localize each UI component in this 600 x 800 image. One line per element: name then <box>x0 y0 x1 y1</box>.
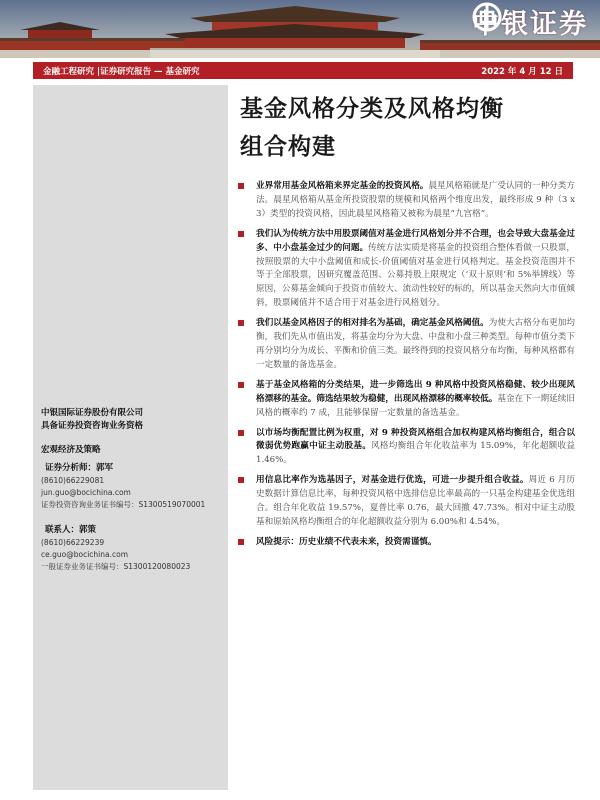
analyst-cert: 证券投资咨询业务证书编号：S1300519070001 <box>41 500 206 509</box>
analyst-phone: (8610)66229081 <box>41 476 105 485</box>
bullet-item <box>238 379 575 421</box>
bullet-text: 传统方法实质是将基金的投资组合整体看做一只股票，按照股票的大中小盘阈值和成长-价值阈值对基金进行风格判定。基金投资范围并不等于全部股票，因研究覆盖范围、公募持股上限规定（‘双十原则’和 5%举牌线）等原因，公募基金倾向于投资市值较大、流动性较好的标的，所以基金天然向大市值倾斜，股票阈值并不适合用于对基金进行风格划分。 <box>256 242 575 309</box>
report-title <box>240 90 580 166</box>
bullet-heading: 以市场均衡配置比例为权重，对 9 种投资风格组合加权构建风格均衡组合，组合以微弱优势跑赢中证主动股基。 <box>256 427 575 452</box>
bullet-text: 风格均衡组合年化收益率为 15.09%，年化超额收益 1.46%。 <box>256 441 575 466</box>
bullet-item <box>238 474 575 530</box>
breadcrumb: 金融工程研究 |证券研究报告 — 基金研究 <box>43 66 200 77</box>
boc-logo-icon <box>472 2 502 32</box>
analyst-name: 证券分析师：郭军 <box>45 463 114 473</box>
bullet-item <box>238 228 575 311</box>
bullet-text: 晨星风格箱就是广受认同的一种分类方法。晨星风格箱从基金所投资股票的规模和风格两个维度出发，最终形成 9 种（3 x 3）类型的投资风格，因此晨星风格箱又被称为晨星“九宫格”。 <box>256 181 575 219</box>
bullet-heading: 基于基金风格箱的分类结果，进一步筛选出 9 种风格中投资风格稳健、较少出现风格漂移的基金。筛选结果较为稳健，出现风格漂移的概率较低。 <box>256 379 575 404</box>
bullet-text: 为使大古格分布更加均衡，我们先从市值出发，将基金均分为大盘、中盘和小盘三种类型。每种市值分类下再分别均分为成长、平衡和价值三类。最终得到的投资风格分布均衡，每种风格都有一定数量的备选基金。 <box>256 318 575 370</box>
contact-email: ce.guo@bocichina.com <box>41 550 128 559</box>
summary-bullets <box>238 180 575 556</box>
bullet-heading: 用信息比率作为选基因子，对基金进行优选，可进一步提升组合收益。 <box>256 475 529 486</box>
contact-name: 联系人：郭策 <box>45 525 97 535</box>
contact-phone: (8610)66229239 <box>41 538 105 547</box>
bullet-item <box>238 180 575 222</box>
bullet-heading: 业界常用基金风格箱来界定基金的投资风格。 <box>256 181 429 191</box>
bullet-square-icon <box>238 430 244 436</box>
title-line-1: 基金风格分类及风格均衡 <box>240 95 504 122</box>
bullet-item <box>238 536 575 550</box>
sidebar <box>33 85 228 790</box>
company-logo <box>472 2 588 41</box>
analyst-email: jun.guo@bocichina.com <box>41 488 131 497</box>
bullet-square-icon <box>238 382 244 388</box>
company-info <box>41 407 143 433</box>
logo-text: 中银证券 <box>472 9 588 40</box>
title-line-2: 组合构建 <box>240 133 336 160</box>
bullet-square-icon <box>238 231 244 237</box>
bullet-square-icon <box>238 539 244 545</box>
report-date: 2022 年 4 月 12 日 <box>481 66 563 77</box>
company-name: 中银国际证券股份有限公司 <box>41 408 144 418</box>
header-banner <box>0 0 600 58</box>
bullet-square-icon <box>238 183 244 189</box>
bullet-text: 基金在下一期延续旧风格的概率约 7 成，且能够保留一定数量的备选基金。 <box>256 393 575 418</box>
contact-info <box>41 524 190 573</box>
company-qualification: 具备证券投资咨询业务资格 <box>41 421 144 431</box>
section-label: 宏观经济及策略 <box>41 445 101 455</box>
bullet-square-icon <box>238 320 244 326</box>
bullet-heading: 风险提示：历史业绩不代表未来，投资需谨慎。 <box>256 536 437 547</box>
analyst-info <box>41 462 205 511</box>
contact-cert: 一般证券业务证书编号：S1300120080023 <box>41 562 191 571</box>
bullet-text: 周近 6 月历史数据计算信息比率，每种投资风格中选排信息比率最高的一只基金构建基金优选组合。组合年化收益 19.57%，夏普比率 0.76，最大回撤 47.73%。相对中证主动股基和原始风格均衡组合的年化超额收益分别为 6.00%和 4.54%。 <box>256 475 575 527</box>
bullet-item <box>238 427 575 469</box>
bullet-square-icon <box>238 477 244 483</box>
bullet-heading: 我们以基金风格因子的相对排名为基础，确定基金风格阈值。 <box>256 318 489 329</box>
bullet-item <box>238 317 575 373</box>
report-category-bar <box>33 62 573 79</box>
bullet-heading: 我们认为传统方法中用股票阈值对基金进行风格划分并不合理，也会导致大盘基金过多、中小盘基金过少的问题。 <box>256 228 575 253</box>
